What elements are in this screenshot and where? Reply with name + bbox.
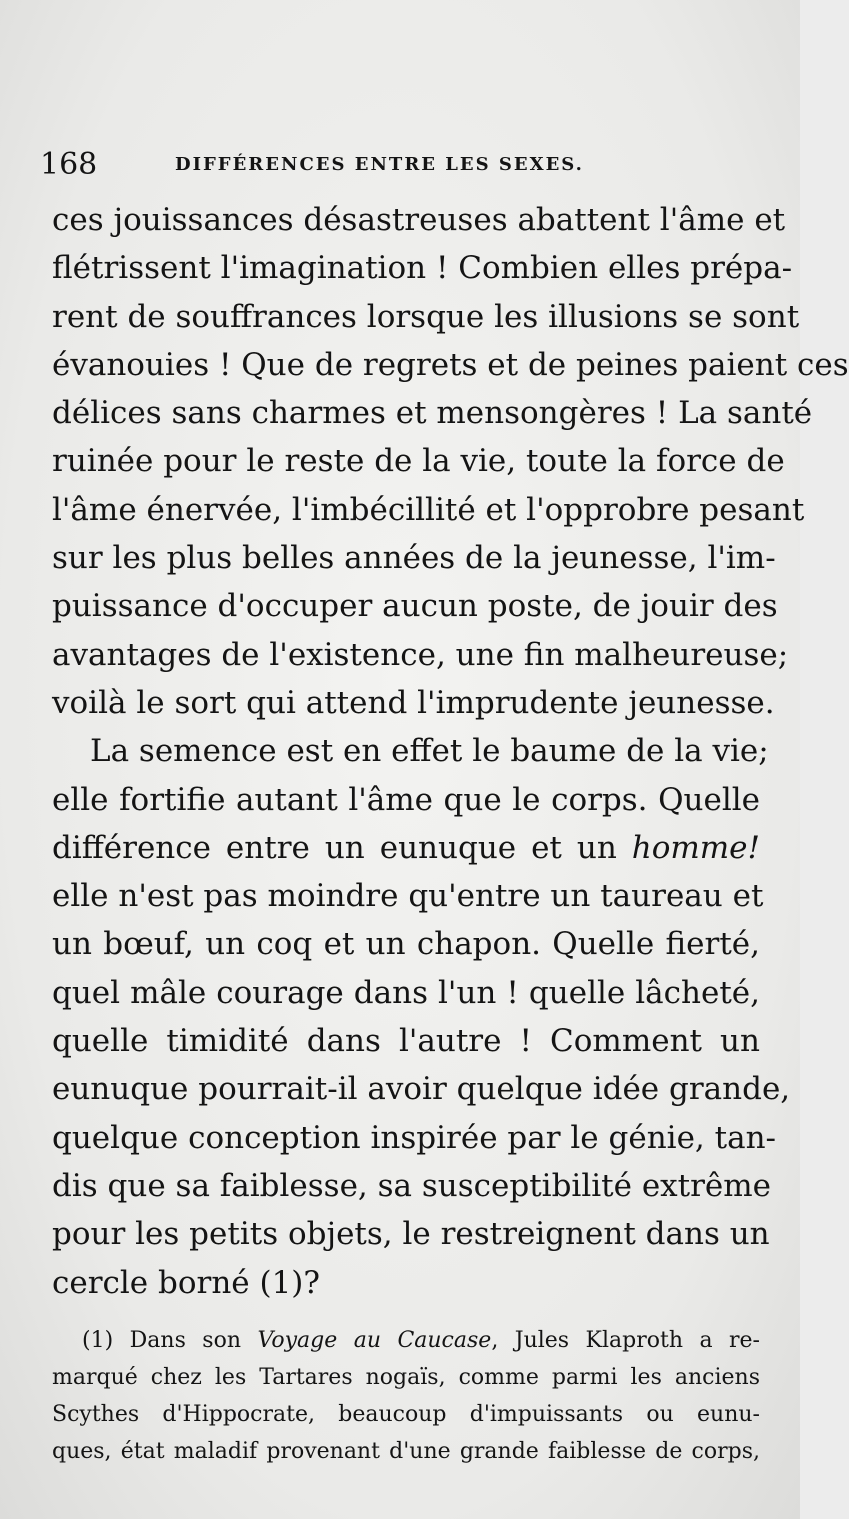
text-line: avantages de l'existence, une fin malheureuse; bbox=[52, 636, 789, 673]
text-line: sur les plus belles années de la jeunesse, l'im- bbox=[52, 540, 776, 577]
text-line: ruinée pour le reste de la vie, toute la force de bbox=[52, 443, 785, 480]
footnote-line: ques, état maladif provenant d'une grande faiblesse de corps, bbox=[52, 1439, 760, 1464]
page-header bbox=[40, 140, 760, 190]
footnote-line bbox=[52, 1322, 760, 1359]
page-number: 168 bbox=[40, 147, 98, 182]
text-line: pour les petits objets, le restreignent dans un bbox=[52, 1216, 770, 1253]
text-line: ces jouissances désastreuses abattent l'âme et bbox=[52, 202, 786, 238]
italic-word: homme! bbox=[631, 829, 760, 866]
text-line: quelle timidité dans l'autre ! Comment un bbox=[52, 1023, 760, 1060]
text-line: quelque conception inspirée par le génie, tan- bbox=[52, 1119, 777, 1156]
text-line: évanouies ! Que de regrets et de peines paient ces bbox=[52, 346, 849, 383]
footnote bbox=[52, 1322, 760, 1470]
text-line: un bœuf, un coq et un chapon. Quelle fierté, bbox=[52, 926, 760, 963]
text-line: rent de souffrances lorsque les illusions se sont bbox=[52, 298, 800, 335]
footnote-text: Dans son bbox=[129, 1328, 242, 1353]
text-line: La semence est en effet le baume de la vie; bbox=[90, 733, 769, 770]
text-line: l'âme énervée, l'imbécillité et l'opprobre pesant bbox=[52, 491, 805, 528]
body-text bbox=[52, 196, 849, 1307]
text-line: flétrissent l'imagination ! Combien elles prépa- bbox=[52, 250, 793, 287]
text-line: dis que sa faiblesse, sa susceptibilité extrême bbox=[52, 1167, 772, 1204]
footnote-line: marqué chez les Tartares nogaïs, comme parmi les anciens bbox=[52, 1365, 760, 1390]
text-line: elle n'est pas moindre qu'entre un taureau et bbox=[52, 878, 764, 915]
text-segment: différence entre un eunuque et un bbox=[52, 829, 617, 866]
text-line: elle fortifie autant l'âme que le corps. Quelle bbox=[52, 781, 760, 818]
footnote-line: Scythes d'Hippocrate, beaucoup d'impuissants ou eunu- bbox=[52, 1402, 760, 1427]
text-line: quel mâle courage dans l'un ! quelle lâcheté, bbox=[52, 974, 760, 1011]
text-line bbox=[52, 824, 760, 872]
running-head: DIFFÉRENCES ENTRE LES SEXES. bbox=[175, 154, 584, 175]
footnote-text: , Jules Klaproth a re- bbox=[491, 1328, 760, 1353]
text-line: voilà le sort qui attend l'imprudente jeunesse. bbox=[52, 684, 775, 721]
footnote-title: Voyage au Caucase bbox=[257, 1328, 492, 1353]
text-line: puissance d'occuper aucun poste, de jouir des bbox=[52, 588, 778, 625]
footnote-marker: (1) bbox=[82, 1328, 114, 1353]
text-line: eunuque pourrait-il avoir quelque idée grande, bbox=[52, 1071, 791, 1108]
text-line: délices sans charmes et mensongères ! La santé bbox=[52, 395, 813, 432]
text-line: cercle borné (1)? bbox=[52, 1264, 321, 1301]
